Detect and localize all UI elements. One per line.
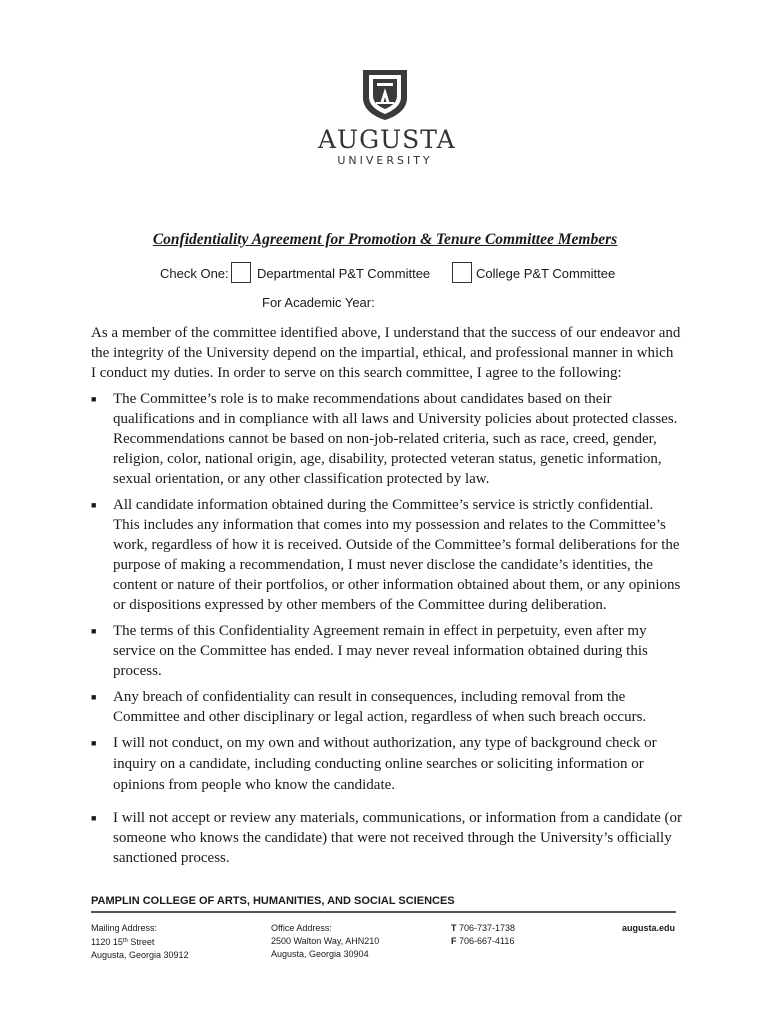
- university-logo: [318, 68, 456, 168]
- college-option-label: College P&T Committee: [476, 266, 616, 281]
- footer-college-name: PAMPLIN COLLEGE OF ARTS, HUMANITIES, AND SOCIAL SCIENCES: [91, 895, 455, 907]
- bullet-icon: ■: [91, 500, 97, 510]
- footer-divider: [91, 911, 676, 913]
- list-item-text: I will not accept or review any materials, communications, or information from a candidate (or someone who knows the candidate) that were not received through the University’s officially sanctioned process.: [113, 810, 682, 866]
- bullet-icon: ■: [91, 626, 97, 636]
- check-one-label: Check One:: [160, 266, 229, 281]
- mailing-address: [91, 922, 189, 962]
- office-line2: Augusta, Georgia 30904: [271, 949, 369, 959]
- list-item-text: I will not conduct, on my own and without authorization, any type of background check or inquiry on a candidate, including conducting online searches or soliciting information or opinions from people who know the candidate.: [113, 735, 657, 793]
- logo-name: AUGUSTA: [318, 125, 456, 154]
- bullet-icon: ■: [91, 692, 97, 702]
- fax-number: F 706-667-4116: [451, 936, 515, 946]
- mailing-line2: Augusta, Georgia 30912: [91, 950, 189, 960]
- office-label: Office Address:: [271, 923, 332, 933]
- list-item-text: The Committee’s role is to make recommendations about candidates based on their qualifications and in compliance with all laws and University policies about protected classes. Recommendations cannot be based on non-job-related criteria, such as race, creed, gender, religion, color, national origin, age, disability, protected veteran status, genetic information, sexual orientation, or any other classification protected by law.: [113, 391, 678, 487]
- bullet-icon: ■: [91, 738, 97, 748]
- list-item: [91, 621, 683, 681]
- mailing-label: Mailing Address:: [91, 923, 158, 933]
- academic-year-label: For Academic Year:: [262, 295, 375, 310]
- contact-numbers: [451, 922, 515, 948]
- phone-number: T 706-737-1738: [451, 923, 516, 933]
- document-title: Confidentiality Agreement for Promotion & Tenure Committee Members: [152, 231, 618, 248]
- list-item: [91, 389, 683, 489]
- list-item-text: Any breach of confidentiality can result in consequences, including removal from the Committee and other disciplinary or legal action, regardless of when such breach occurs.: [113, 689, 647, 725]
- list-item-text: All candidate information obtained during the Committee’s service is strictly confidential. This includes any information that comes into my possession and relates to the Committee’s work, regardless of how it is received. Outside of the Committee’s formal deliberations for the purpose of making a recommendation, I must never disclose the candidate’s identities, the content or nature of their portfolios, or other information obtained about them, or any opinions or dispositions expressed by other members of the Committee during deliberation.: [113, 497, 681, 613]
- agreement-list: [91, 389, 683, 874]
- list-item-text: The terms of this Confidentiality Agreement remain in effect in perpetuity, even after my service on the Committee has ended. I may never reveal information obtained during this process.: [113, 623, 648, 679]
- website-link[interactable]: augusta.edu: [622, 923, 676, 933]
- office-address: [271, 922, 379, 961]
- bullet-icon: ■: [91, 394, 97, 404]
- college-checkbox[interactable]: [452, 262, 472, 283]
- list-item: [91, 733, 683, 796]
- list-item: [91, 495, 683, 615]
- departmental-option-label: Departmental P&T Committee: [257, 266, 431, 281]
- mailing-line1: 1120 15th Street: [91, 937, 155, 947]
- office-line1: 2500 Walton Way, AHN210: [271, 936, 380, 946]
- list-item: [91, 808, 683, 868]
- shield-icon: [361, 68, 409, 122]
- logo-subtitle: UNIVERSITY: [337, 154, 433, 167]
- intro-paragraph: As a member of the committee identified above, I understand that the success of our endeavor and the integrity of the University depend on the impartial, ethical, and professional manner in which I conduct my duties. In order to serve on this search committee, I agree to the following:: [91, 325, 681, 381]
- bullet-icon: ■: [91, 813, 97, 823]
- list-item: [91, 687, 683, 727]
- departmental-checkbox[interactable]: [231, 262, 251, 283]
